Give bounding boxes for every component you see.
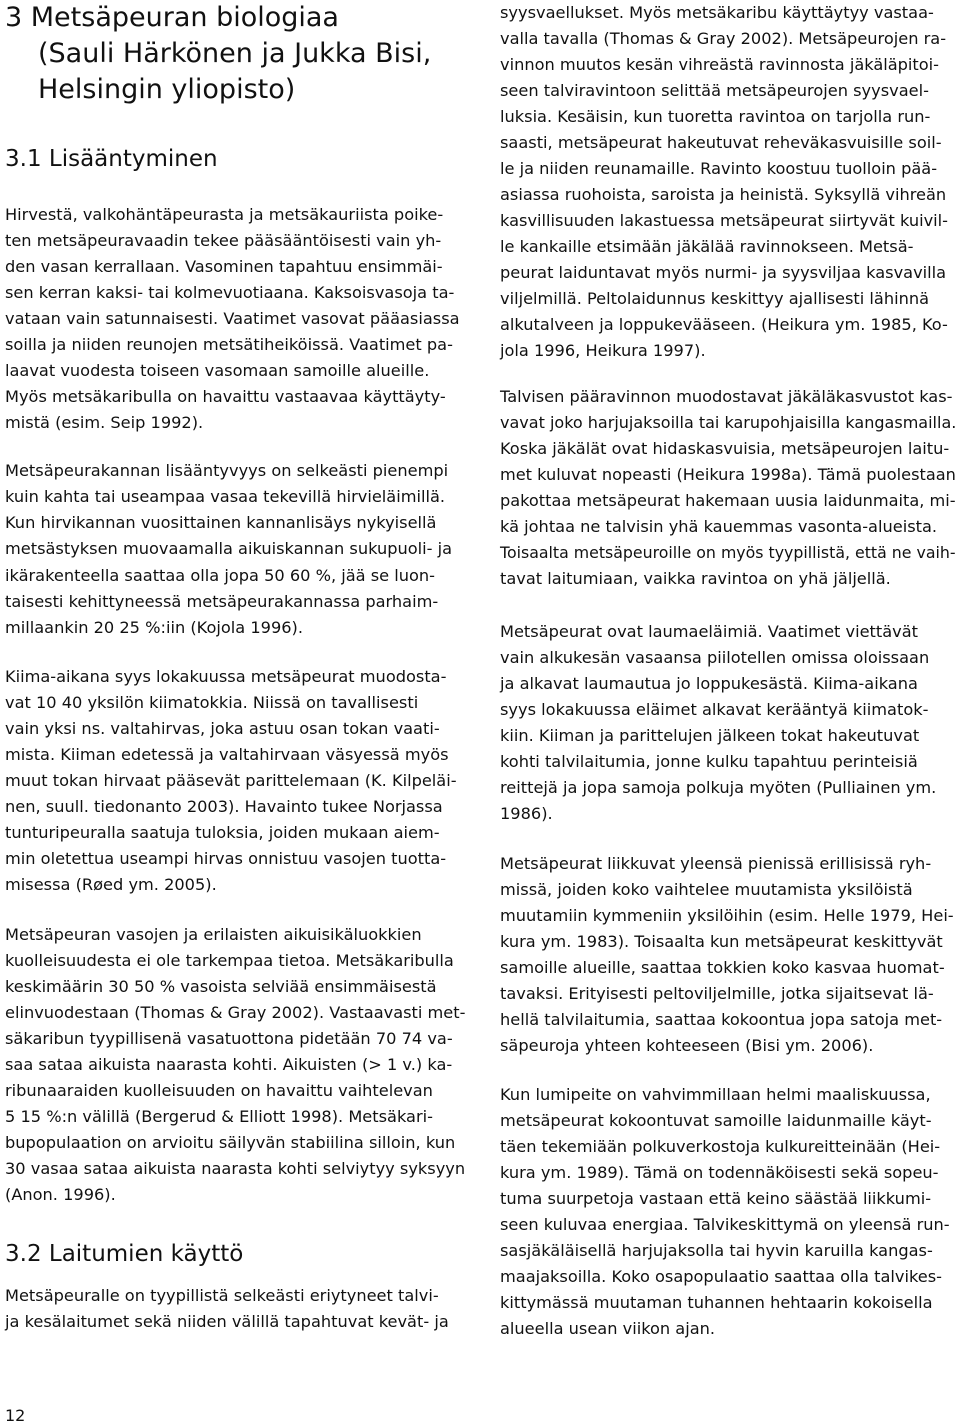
paragraph-line: ribunaaraiden kuolleisuuden on havaittu vaihtelevan — [5, 1081, 433, 1100]
paragraph-line: vain yksi ns. valtahirvas, joka astuu osan tokan vaati- — [5, 719, 440, 738]
paragraph-line: sasjäkäläisellä harjujaksolla tai hyvin karuilla kangas- — [500, 1241, 933, 1260]
paragraph-line: Metsäpeurat liikkuvat yleensä pienissä erillisissä ryh- — [500, 854, 932, 873]
paragraph-line: 30 vasaa sataa aikuista naarasta kohti selviytyy syksyyn — [5, 1159, 466, 1178]
paragraph-line: seen kuluvaa energiaa. Talvikeskittymä on yleensä run- — [500, 1215, 950, 1234]
paragraph-line: Kun hirvikannan vuosittainen kannanlisäys nykyisellä — [5, 513, 437, 532]
paragraph-line: Kiima-aikana syys lokakuussa metsäpeurat muodosta- — [5, 667, 447, 686]
paragraph-line: tuma suurpetoja vastaan että keino säästää liikkumi- — [500, 1189, 932, 1208]
paragraph-line: Metsäpeuran vasojen ja erilaisten aikuisikäluokkien — [5, 925, 422, 944]
paragraph-line: taisesti kehittyneessä metsäpeurakannassa parhaim- — [5, 592, 439, 611]
paragraph-line: laavat vuodesta toiseen vasomaan samoille alueille. — [5, 361, 430, 380]
paragraph-line: Metsäpeurakannan lisääntyvyys on selkeästi pienempi — [5, 461, 449, 480]
paragraph-line: asiassa ruohoista, saroista ja heinistä. Syksyllä vihreän — [500, 185, 947, 204]
paragraph-line: hellä talvilaitumia, saattaa kokoontua jopa satoja met- — [500, 1010, 943, 1029]
paragraph-line: ja alkavat laumautua jo loppukesästä. Kiima-aikana — [500, 674, 918, 693]
section-heading-3-2: 3.2 Laitumien käyttö — [5, 1241, 244, 1267]
paragraph-line: vavat joko harjujaksoilla tai karupohjaisilla kangasmailla. — [500, 413, 957, 432]
paragraph-line: met kuluvat nopeasti (Heikura 1998a). Tämä puolestaan — [500, 465, 956, 484]
paragraph-line: den vasan kerrallaan. Vasominen tapahtuu ensimmäi- — [5, 257, 443, 276]
paragraph-line: kasvillisuuden lakastuessa metsäpeurat siirtyvät kuivil- — [500, 211, 949, 230]
paragraph-line: Metsäpeurat ovat laumaeläimiä. Vaatimet viettävät — [500, 622, 919, 641]
paragraph-line: bupopulaation on arvioitu säilyvän stabiilina silloin, kun — [5, 1133, 456, 1152]
paragraph-line: maajaksoilla. Koko osapopulaatio saattaa olla talvikes- — [500, 1267, 942, 1286]
paragraph-line: luksia. Kesäisin, kun tuoretta ravintoa on tarjolla run- — [500, 107, 931, 126]
paragraph-line: kiin. Kiiman ja parittelujen jälkeen tokat hakeutuvat — [500, 726, 920, 745]
chapter-title-line: Helsingin yliopisto) — [38, 74, 296, 105]
paragraph-line: reittejä ja jopa samoja polkuja myöten (Pulliainen ym. — [500, 778, 937, 797]
section-heading-3-1: 3.1 Lisääntyminen — [5, 146, 218, 172]
paragraph-line: misessa (Røed ym. 2005). — [5, 875, 217, 894]
paragraph-line: mistä (esim. Seip 1992). — [5, 413, 204, 432]
paragraph-line: tavat laitumiaan, vaikka ravintoa on yhä jäljellä. — [500, 569, 891, 588]
paragraph-line: metsäpeurat kokoontuvat samoille laidunmaille käyt- — [500, 1111, 932, 1130]
paragraph-line: tavaksi. Erityisesti peltoviljelmille, jotka sijaitsevat lä- — [500, 984, 934, 1003]
paragraph-line: le kankaille etsimään jäkälää ravinnokseen. Metsä- — [500, 237, 914, 256]
paragraph-line: 5 15 %:n välillä (Bergerud & Elliott 1998). Metsäkari- — [5, 1107, 433, 1126]
paragraph-line: pakottaa metsäpeurat hakemaan uusia laidunmaita, mi- — [500, 491, 956, 510]
paragraph-line: tunturipeuralla saatuja tuloksia, joiden mukaan aiem- — [5, 823, 440, 842]
paragraph-line: elinvuodestaan (Thomas & Gray 2002). Vastaavasti met- — [5, 1003, 466, 1022]
paragraph-line: Myös metsäkaribulla on havaittu vastaavaa käyttäyty- — [5, 387, 446, 406]
paragraph-line: kura ym. 1989). Tämä on todennäköisesti sekä sopeu- — [500, 1163, 939, 1182]
paragraph-line: Metsäpeuralle on tyypillistä selkeästi eriytyneet talvi- — [5, 1286, 439, 1305]
paragraph-line: Hirvestä, valkohäntäpeurasta ja metsäkauriista poike- — [5, 205, 444, 224]
paragraph-line: ikärakenteella saattaa olla jopa 50 60 %, jää se luon- — [5, 566, 436, 585]
paragraph-line: ja kesälaitumet sekä niiden välillä tapahtuvat kevät- ja — [5, 1312, 449, 1331]
paragraph-line: keskimäärin 30 50 % vasoista selviää ensimmäisestä — [5, 977, 437, 996]
paragraph-line: Toisaalta metsäpeuroille on myös tyypillistä, että ne vaih- — [500, 543, 956, 562]
paragraph-line: kura ym. 1983). Toisaalta kun metsäpeurat keskittyvät — [500, 932, 943, 951]
paragraph-line: sen kerran kaksi- tai kolmevuotiaana. Kaksoisvasoja ta- — [5, 283, 455, 302]
paragraph-line: saasti, metsäpeurat hakeutuvat reheväkasvuisille soil- — [500, 133, 942, 152]
paragraph-line: säpeuroja yhteen kohteeseen (Bisi ym. 2006). — [500, 1036, 874, 1055]
paragraph-line: missä, joiden koko vaihtelee muutamista yksilöistä — [500, 880, 913, 899]
paragraph-line: muut tokan hirvaat pääsevät parittelemaan (K. Kilpeläi- — [5, 771, 457, 790]
paragraph-line: metsästyksen muovaamalla aikuiskannan sukupuoli- ja — [5, 539, 453, 558]
paragraph-line: kittymässä muutaman tuhannen hehtaarin kokoisella — [500, 1293, 933, 1312]
paragraph-line: nen, suull. tiedonanto 2003). Havainto tukee Norjassa — [5, 797, 443, 816]
paragraph-line: vat 10 40 yksilön kiimatokkia. Niissä on tavallisesti — [5, 693, 419, 712]
paragraph-line: viljelmillä. Peltolaidunnus keskittyy ajallisesti lähinnä — [500, 289, 930, 308]
paragraph-line: samoille alueille, saattaa tokkien koko kasvaa huomat- — [500, 958, 945, 977]
paragraph-line: 1986). — [500, 804, 553, 823]
paragraph-line: le ja niiden reunamaille. Ravinto koostuu tuolloin pää- — [500, 159, 938, 178]
paragraph-line: vataan vain satunnaisesti. Vaatimet vasovat pääasiassa — [5, 309, 460, 328]
paragraph-line: kuin kahta tai useampaa vasaa tekevillä hirvieläimillä. — [5, 487, 446, 506]
paragraph-line: Kun lumipeite on vahvimmillaan helmi maaliskuussa, — [500, 1085, 931, 1104]
paragraph-line: saa sataa aikuista naarasta kohti. Aikuisten (> 1 v.) ka- — [5, 1055, 453, 1074]
paragraph-line: kuolleisuudesta ei ole tarkempaa tietoa. Metsäkaribulla — [5, 951, 454, 970]
paragraph-line: vain alkukesän vasaansa piilotellen omissa oloissaan — [500, 648, 930, 667]
paragraph-line: alueella usean viikon ajan. — [500, 1319, 716, 1338]
paragraph-line: täen tekemiään polkuverkostoja kulkureitteinään (Hei- — [500, 1137, 941, 1156]
paragraph-line: min oletettua useampi hirvas onnistuu vasojen tuotta- — [5, 849, 447, 868]
paragraph-line: kohti talvilaitumia, jonne kulku tapahtuu perinteisiä — [500, 752, 918, 771]
chapter-title-line: 3 Metsäpeuran biologiaa — [5, 2, 339, 33]
paragraph-line: vinnon muutos kesän vihreästä ravinnosta jäkäläpitoi- — [500, 55, 940, 74]
paragraph-line: Talvisen pääravinnon muodostavat jäkäläkasvustot kas- — [500, 387, 953, 406]
paragraph-line: soilla ja niiden reunojen metsätiheiköissä. Vaatimet pa- — [5, 335, 453, 354]
paragraph-line: ten metsäpeuravaadin tekee pääsääntöisesti vain yh- — [5, 231, 442, 250]
page-number: 12 — [5, 1406, 26, 1425]
paragraph-line: säkaribun tyypillisenä vasatuottona pidetään 70 74 va- — [5, 1029, 453, 1048]
chapter-title-line: (Sauli Härkönen ja Jukka Bisi, — [38, 38, 432, 69]
paragraph-line: alkutalveen ja loppukevääseen. (Heikura ym. 1985, Ko- — [500, 315, 948, 334]
paragraph-line: valla tavalla (Thomas & Gray 2002). Metsäpeurojen ra- — [500, 29, 947, 48]
paragraph-line: kä johtaa ne talvisin yhä kauemmas vasonta-alueista. — [500, 517, 938, 536]
paragraph-line: (Anon. 1996). — [5, 1185, 116, 1204]
paragraph-line: millaankin 20 25 %:iin (Kojola 1996). — [5, 618, 304, 637]
paragraph-line: muutamiin kymmeniin yksilöihin (esim. Helle 1979, Hei- — [500, 906, 954, 925]
paragraph-line: peurat laiduntavat myös nurmi- ja syysviljaa kasvavilla — [500, 263, 947, 282]
paragraph-line: mista. Kiiman edetessä ja valtahirvaan väsyessä myös — [5, 745, 449, 764]
paragraph-line: syys lokakuussa eläimet alkavat kerääntyä kiimatok- — [500, 700, 929, 719]
paragraph-line: Koska jäkälät ovat hidaskasvuisia, metsäpeurojen laitu- — [500, 439, 950, 458]
paragraph-line: seen talviravintoon selittää metsäpeurojen syysvael- — [500, 81, 929, 100]
paragraph-line: jola 1996, Heikura 1997). — [500, 341, 706, 360]
paragraph-line: syysvaellukset. Myös metsäkaribu käyttäytyy vastaa- — [500, 3, 934, 22]
